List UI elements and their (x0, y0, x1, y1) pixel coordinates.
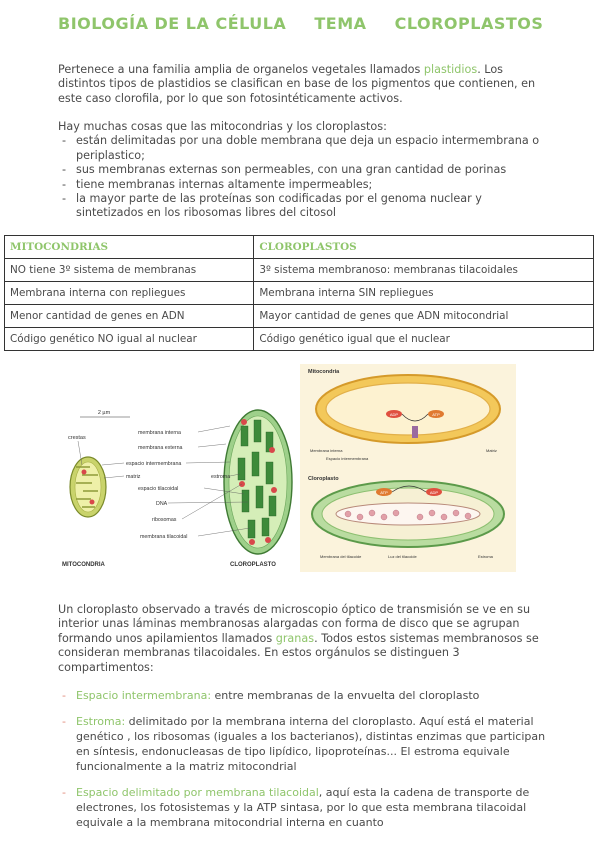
compartment-name: Espacio intermembrana: (76, 689, 212, 702)
table-cell: Membrana interna con repliegues (5, 282, 254, 305)
right-atp-label: ATP (432, 412, 440, 417)
title-topic: CLOROPLASTOS (394, 14, 544, 33)
thylakoid-text: Un cloroplasto observado a través de microscopio óptico de transmisión se ve en su interior unas láminas membranosas alargadas con forma de disco que se agrupan formando unos apilamientos llamados (58, 603, 531, 645)
chloro-caption: CLOROPLASTO (230, 562, 276, 568)
label-membrana-externa: membrana externa (138, 445, 183, 451)
left-figure (58, 362, 298, 574)
table-row (5, 282, 594, 305)
crestas-label: crestas (68, 435, 86, 441)
table-cell: Código genético igual que el nuclear (254, 328, 594, 351)
table-cell: Menor cantidad de genes en ADN (5, 305, 254, 328)
title-tema: TEMA (314, 14, 367, 33)
right-mito-title: Mitocondria (308, 369, 340, 375)
right-figure (300, 364, 516, 572)
right-label-membrana-tilacoide: Membrana del tilacoide (320, 554, 362, 559)
label-ribosomas: ribosomas (152, 517, 177, 523)
compartments-list (58, 688, 548, 830)
table-cell: Membrana interna SIN repliegues (254, 282, 594, 305)
list-item: - están delimitadas por una doble membrana que deja un espacio intermembrana o periplastico; (58, 134, 548, 163)
right-label-matriz: Matriz (486, 448, 497, 453)
label-membrana-interna: membrana interna (138, 430, 181, 436)
page-title (58, 14, 565, 33)
compartment-name: Espacio delimitado por membrana tilacoidal (76, 786, 319, 799)
table-row (5, 305, 594, 328)
table-cell: Código genético NO igual al nuclear (5, 328, 254, 351)
label-espacio-intermembrana: espacio intermembrana (126, 461, 182, 467)
label-estroma: estroma (211, 474, 231, 480)
right-chloro-title: Cloroplasto (308, 476, 339, 482)
intro-paragraph (58, 63, 548, 106)
list-item (58, 785, 548, 830)
title-subject: BIOLOGÍA DE LA CÉLULA (58, 14, 287, 33)
list-item (58, 688, 548, 703)
right-label-membrana-interna: Membrana interna (310, 448, 343, 453)
list-item: - sus membranas externas son permeables, con una gran cantidad de porinas (58, 163, 548, 177)
compartment-name: Estroma: (76, 715, 126, 728)
right-adp-label: ADP (389, 412, 399, 417)
list-item: - la mayor parte de las proteínas son codificadas por el genoma nuclear y sintetizados en los ribosomas libres del citosol (58, 192, 548, 221)
comparison-table (4, 235, 594, 351)
scale-label: 2 µm (97, 410, 111, 416)
list-item (58, 714, 548, 774)
right-label-luz: Luz del tilacoide (388, 554, 417, 559)
table-row (5, 328, 594, 351)
table-row (5, 259, 594, 282)
table-cell: 3º sistema membranoso: membranas tilacoidales (254, 259, 594, 282)
label-espacio-tilacoidal: espacio tilacoidal (138, 486, 179, 492)
granas-highlight: granas (275, 631, 315, 645)
table-cell: Mayor cantidad de genes que ADN mitocondrial (254, 305, 594, 328)
table-header-row (5, 236, 594, 259)
similarities-lead: Hay muchas cosas que las mitocondrias y los cloroplastos: (58, 120, 387, 133)
header-mitocondrias: MITOCONDRIAS (5, 236, 254, 259)
table-cell: NO tiene 3º sistema de membranas (5, 259, 254, 282)
similarities-section (58, 120, 548, 221)
right-atp-label-2: ATP (380, 490, 388, 495)
compartment-text: , aquí esta la cadena de transporte de electrones, los fotosistemas y la ATP sintasa, por lo que esta membrana tilacoidal equivale a la membrana mitocondrial interna en cuanto (76, 786, 530, 829)
thylakoid-paragraph (58, 603, 548, 675)
thylakoid-text-end: . Todos estos sistemas membranosos se consideran membranas tilacoidales. En estos orgánulos se distinguen 3 compartimentos: (58, 631, 539, 674)
list-item: - tiene membranas internas altamente impermeables; (58, 178, 548, 192)
header-cloroplastos: CLOROPLASTOS (254, 236, 594, 259)
intro-text: Pertenece a una familia amplia de organelos vegetales llamados (58, 63, 424, 76)
mito-caption: MITOCONDRIA (62, 562, 105, 568)
right-label-estroma: Estroma (478, 554, 493, 559)
right-label-espacio: Espacio intermembrana (326, 456, 369, 461)
intro-text-end: . Los distintos tipos de plastidios se clasifican en base de los pigmentos que contienen, en este caso clorofila, por lo que son fotosintéticamente activos. (58, 63, 536, 105)
label-matriz: matriz (126, 474, 141, 480)
label-membrana-tilacoidal: membrana tilacoidal (140, 534, 188, 540)
intro-highlight: plastidios (423, 63, 478, 76)
organelle-figures (58, 362, 518, 574)
compartment-text: entre membranas de la envuelta del cloroplasto (211, 689, 480, 702)
compartment-text: delimitado por la membrana interna del cloroplasto. Aquí está el material genético , los ribosomas (iguales a los bacterianos), distintas enzimas que participan en síntesis, endonucleasas de tipo lipídico, lipoproteínas... El estroma equivale funcionalmente a la matriz mitocondrial (76, 715, 546, 773)
similarities-list (58, 134, 548, 220)
right-adp-label-2: ADP (429, 490, 439, 495)
label-dna: DNA (156, 501, 168, 507)
